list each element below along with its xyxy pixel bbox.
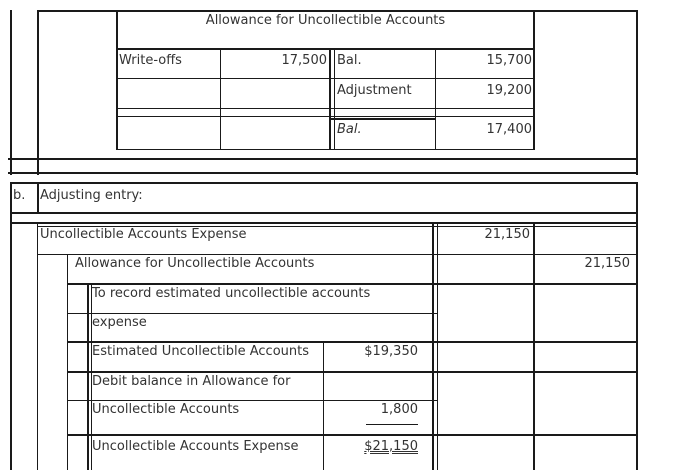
grid-line [10, 10, 12, 175]
credit-account: Allowance for Uncollectible Accounts [75, 256, 315, 271]
grid-line [10, 222, 638, 224]
grid-line [116, 10, 118, 150]
calc-amount: 1,800 [380, 402, 418, 417]
section-heading: Adjusting entry: [40, 188, 143, 203]
grid-line [37, 222, 38, 470]
debit-account: Uncollectible Accounts Expense [40, 227, 247, 242]
calc-total: $21,150 [364, 439, 418, 454]
calc-label: Debit balance in Allowance for [92, 374, 291, 389]
grid-line [533, 222, 535, 470]
credit-label: Adjustment [337, 83, 412, 98]
grid-line [116, 108, 535, 109]
grid-line [68, 283, 638, 285]
credit-amount: 21,150 [584, 256, 630, 271]
grid-line [437, 222, 438, 470]
grid-line [636, 10, 638, 175]
grid-line [68, 400, 438, 401]
calc-amount: $19,350 [364, 344, 418, 359]
subtotal-rule [366, 424, 418, 425]
grid-line [116, 78, 535, 79]
section-marker: b. [13, 188, 26, 203]
grid-line [334, 50, 335, 150]
grid-line [432, 222, 434, 470]
grid-line [87, 283, 89, 470]
entry-explanation: To record estimated uncollectible accounts [92, 286, 371, 301]
grid-line [10, 212, 638, 214]
grid-line [68, 371, 638, 373]
grid-line [67, 254, 68, 470]
credit-amount: 19,200 [486, 83, 532, 98]
grid-line [10, 182, 12, 470]
grid-line [68, 313, 438, 314]
debit-amount: 21,150 [484, 227, 530, 242]
section-divider [8, 158, 638, 160]
grid-line [37, 10, 39, 175]
calc-label: Uncollectible Accounts [92, 402, 240, 417]
grid-line [68, 341, 638, 343]
grid-line [220, 50, 221, 150]
debit-amount: 17,500 [281, 53, 327, 68]
credit-amount: 17,400 [486, 122, 532, 137]
t-account-center-line [329, 48, 331, 150]
section-divider [8, 172, 638, 174]
t-account-title: Allowance for Uncollectible Accounts [205, 13, 446, 28]
grid-line [37, 182, 39, 214]
balance-rule [330, 118, 435, 120]
entry-explanation: expense [92, 315, 147, 330]
grid-line [116, 149, 535, 150]
grid-line [323, 341, 324, 470]
debit-label: Write-offs [119, 53, 182, 68]
calc-label: Estimated Uncollectible Accounts [92, 344, 309, 359]
t-account-top-line [116, 48, 535, 50]
grid-line [37, 254, 637, 255]
credit-amount: 15,700 [486, 53, 532, 68]
grid-line [435, 50, 436, 150]
credit-label: Bal. [337, 53, 362, 68]
grid-line [10, 182, 638, 184]
credit-label: Bal. [337, 122, 362, 137]
grid-line [116, 116, 535, 117]
grid-line [533, 10, 535, 150]
grid-line [37, 10, 638, 12]
grid-line [68, 434, 638, 436]
calc-label: Uncollectible Accounts Expense [92, 439, 299, 454]
